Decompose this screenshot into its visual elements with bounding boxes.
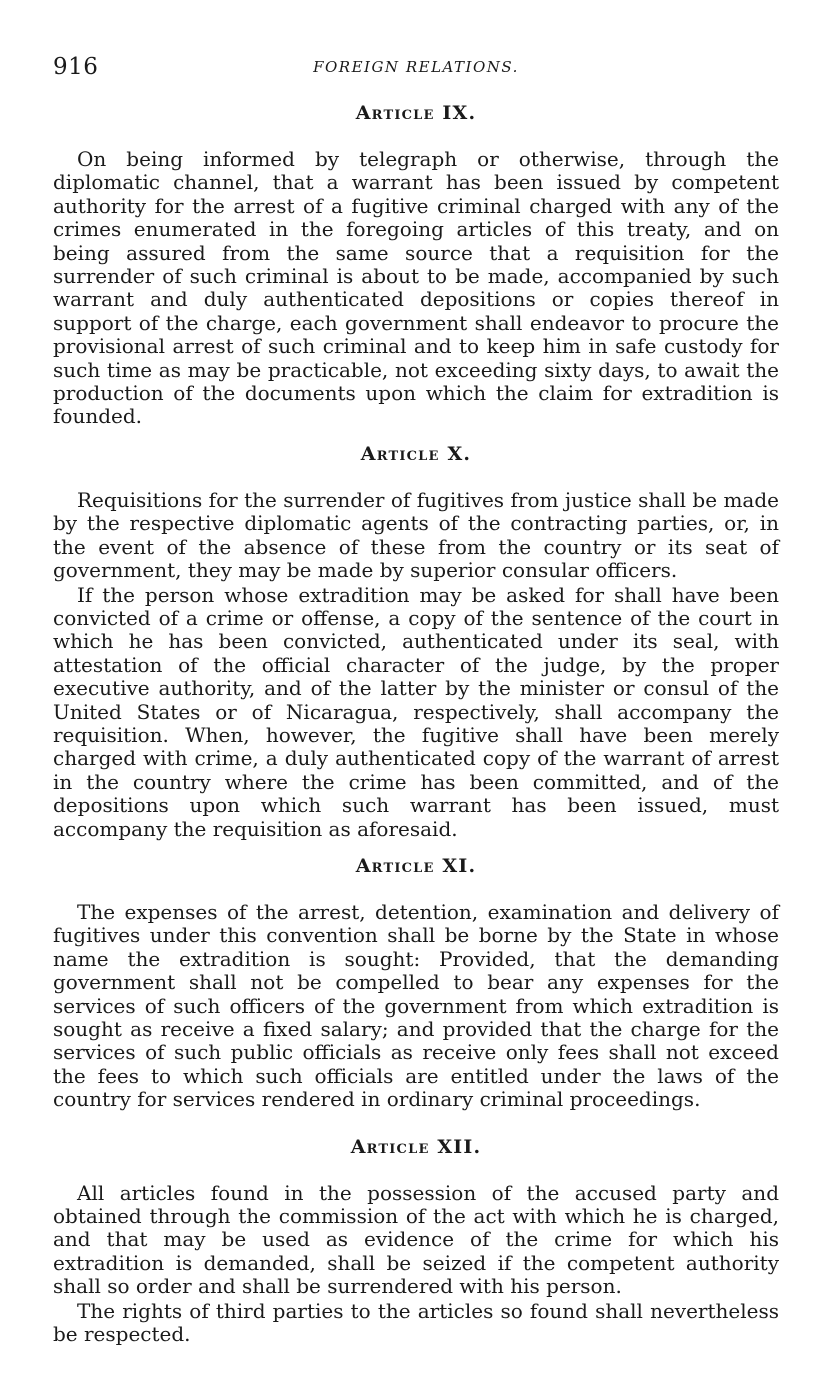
article-paragraph: Requisitions for the surrender of fugitives from justice shall be made by the respective diplomatic agents of the contracting parties, or, in the event of the absence of these from the country or its seat of government, they may be made by superior consular officers.: [53, 487, 779, 583]
running-head: [53, 52, 779, 82]
article-paragraph: The expenses of the arrest, detention, examination and delivery of fugitives under this convention shall be borne by the State in whose name the extradition is sought: Provided, that the demanding government shall not be compelled to bear any expenses for the services of such officers of the government from which extradition is sought as receive a fixed salary; and provided that the charge for the services of such public officials as receive only fees shall not exceed the fees to which such officials are entitled under the laws of the country for services rendered in ordinary criminal proceedings.: [53, 899, 779, 1112]
article-paragraph: The rights of third parties to the articles so found shall nevertheless be respected.: [53, 1298, 779, 1347]
article-xii: [53, 1134, 779, 1347]
article-xi: [53, 853, 779, 1112]
article-paragraph: All articles found in the possession of the accused party and obtained through the commission of the act with which he is charged, and that may be used as evidence of the crime for which his extradition is demanded, shall be seized if the competent authority shall so order and shall be surrendered with his person.: [53, 1180, 779, 1299]
running-head-title: FOREIGN RELATIONS.: [313, 58, 519, 76]
article-heading: Article XI.: [355, 854, 477, 877]
article-ix: [53, 100, 779, 429]
article-heading: Article IX.: [355, 102, 477, 124]
section-spacer: [53, 1112, 779, 1122]
article-paragraph: If the person whose extradition may be asked for shall have been convicted of a crime or offense, a copy of the sentence of the court in which he has been convicted, authenticated under its seal, with attestation of the official character of the judge, by the proper executive authority, and of the latter by the minister or consul of the United States or of Nicaragua, respectively, shall accompany the requisition. When, however, the fugitive shall have been merely charged with crime, a duly authenticated copy of the warrant of arrest in the country where the crime has been committed, and of the depositions upon which such warrant has been issued, must accompany the requisition as aforesaid.: [53, 582, 779, 841]
article-x: [53, 441, 779, 841]
article-heading: Article X.: [360, 442, 472, 465]
document-page: [53, 52, 779, 1346]
page-number: 916: [53, 54, 99, 80]
article-heading: Article XII.: [350, 1135, 482, 1158]
article-paragraph: On being informed by telegraph or otherwise, through the diplomatic channel, that a warrant has been issued by competent authority for the arrest of a fugitive criminal charged with any of the crimes enumerated in the foregoing articles of this treaty, and on being assured from the same source that a requisition for the surrender of such criminal is about to be made, accompanied by such warrant and duly authenticated depositions or copies thereof in support of the charge, each government shall endeavor to procure the provisional arrest of such criminal and to keep him in safe custody for such time as may be practicable, not exceeding sixty days, to await the production of the documents upon which the claim for extradition is founded.: [53, 147, 779, 429]
